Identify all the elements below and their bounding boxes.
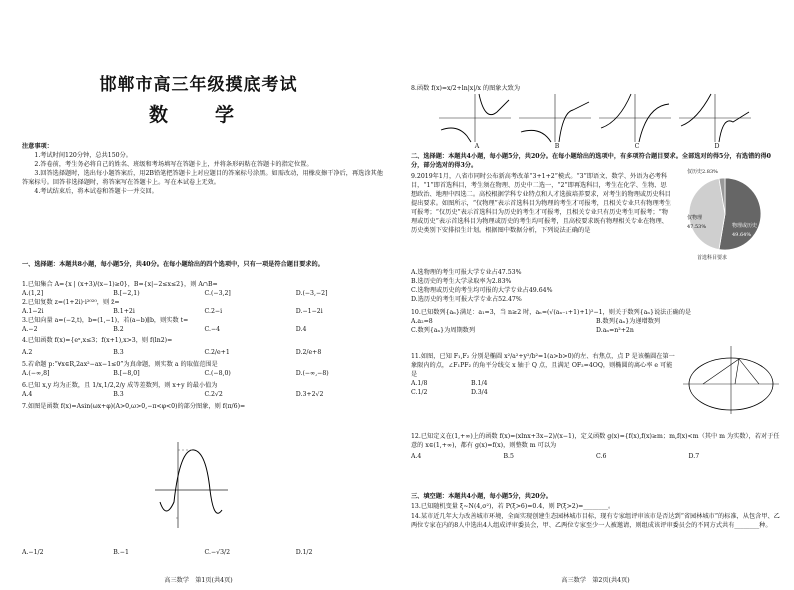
right-page [397, 0, 794, 590]
pie-caption: 首选科目要求 [697, 255, 728, 261]
q10 [411, 308, 781, 335]
q3-stem: 3.已知向量 a=(−2,t)，b=(1,−1)，若(a−b)∥b，则实数 t= [22, 317, 189, 324]
q6-stem: 6.已知 x,y 均为正数，且 1/x,1/2,2/y 成等差数列，则 x+y 的最小值为 [22, 382, 218, 389]
q9-option-a: A.选物理的考生可报大学专业占47.53% [411, 269, 522, 276]
q7-option-c: C.−√3/2 [204, 549, 231, 556]
q3-option-d: D.4 [295, 326, 307, 333]
q11-option-a: A.1/8 [411, 380, 428, 387]
q7-stem: 7.如图是函数 f(x)=Asin(ωx+φ)(A>0,ω>0,−π<φ<0)的部分图象，则 f(π/6)= [22, 403, 246, 410]
q12-option-c: C.6 [596, 453, 607, 460]
q8-stem: 8.函数 f(x)=x/2+ln|x|/x 的图象大致为 [411, 85, 521, 92]
q7-option-a: A.−1/2 [22, 549, 44, 556]
q10-option-a: A.a₂=8 [411, 318, 433, 325]
notes-heading: 注意事项： [22, 143, 53, 150]
q12-option-d: D.7 [688, 453, 700, 460]
subject-title: 数 学 [148, 104, 248, 126]
q4-option-a: A.2 [22, 349, 33, 356]
q3-option-a: A.−2 [22, 326, 38, 333]
q2-option-a: A.1−2i [22, 308, 44, 315]
q8-label-b: B [554, 143, 560, 150]
left-footer: 高三数学 第1页(共4页) [164, 577, 233, 584]
q8-graph-b [519, 94, 591, 142]
q7-options [22, 548, 387, 557]
pie-label-physics-only: 仅物理 47.53% [687, 215, 707, 230]
q10-option-c: C.数列{aₙ}为周期数列 [411, 327, 476, 334]
q11-option-c: C.1/2 [411, 389, 428, 396]
q10-option-d: D.aₙ=n²+2n [596, 327, 634, 334]
q5-options [22, 369, 387, 378]
right-footer: 高三数学 第2页(共4页) [561, 577, 630, 584]
note-1: 1.考试时间120分钟，总共150分。 [34, 152, 132, 159]
q11 [411, 352, 676, 397]
q9-options [411, 268, 671, 304]
pie-label-history-only: 仅历史2.83% [687, 169, 718, 175]
q13: 13.已知随机变量 ξ~N(4,σ²)，若 P(ξ>6)=0.4，则 P(ξ>2)=________。 [411, 503, 615, 510]
pie-label-physics-or-history: 物理或历史 49.64% [732, 223, 758, 238]
q10-option-b: B.数列{aₙ}为递增数列 [596, 318, 661, 325]
questions-1-7 [22, 280, 387, 411]
q8-graph-a [439, 94, 511, 142]
q11-option-d: D.3/4 [471, 389, 488, 396]
q4-option-d: D.2/e+8 [295, 349, 322, 356]
q6-option-c: C.2√2 [204, 391, 223, 398]
q1-option-d: D.(−3,−2] [295, 290, 328, 297]
q9-option-b: B.选历史的考生大学录取率为2.83% [411, 278, 512, 285]
q4-options [22, 348, 387, 357]
q6-option-d: D.3+2√2 [295, 391, 324, 398]
q5-option-b: B.[−8,0] [113, 370, 140, 377]
q8-label-c: C [634, 143, 640, 150]
q5-option-a: A.(−∞,8] [22, 370, 50, 377]
q14: 14.某市近几年大力改善城市环境，全面实现创建生态园林城市目标，现有专家组评审该市是否达到“省园林城市”的标准，从包含甲、乙两位专家在内的8人中选出4人组成评审委员会，甲、乙两位专家至少一人被邀请，则组成该评审委员会的不同方式共有________种。 [411, 513, 780, 529]
q10-stem: 10.已知数列{aₙ}满足：a₁=3，当 n≥2 时，aₙ=(√(aₙ₋₁+1)+1)²−1，则关于数列{aₙ}说法正确的是 [411, 309, 692, 316]
q2-option-d: D.−1−2i [295, 308, 323, 315]
section-1-heading: 一、选择题：本题共8小题，每小题5分，共40分。在每小题给出的四个选项中，只有一项是符合题目要求的。 [22, 261, 324, 268]
q12-stem: 12.已知定义在(1,+∞)上的函数 f(x)=(xlnx+3x−2)/(x−1)，定义函数 g(x)={f(x),f(x)≥m；m,f(x)<m（其中 m 为实数），若对于任意的 x∈(1,+∞)，都有 g(x)=f(x)，则整数 m 可以为 [411, 433, 780, 449]
section-3-heading: 三、填空题：本题共4小题，每小题5分，共20分。 [411, 493, 552, 500]
section-2-heading: 二、选择题：本题共4小题，每小题5分，共20分。在每小题给出的选项中，有多项符合题目要求。全部选对的得5分，有选错的得0分，部分选对的得3分。 [411, 153, 771, 169]
q4-option-b: B.3 [113, 349, 124, 356]
q8-label-d: D [714, 143, 720, 150]
q2-option-b: B.1+2i [113, 308, 135, 315]
q8-labels [437, 142, 757, 151]
q4-option-c: C.2/e+1 [204, 349, 230, 356]
q7-option-b: B.−1 [113, 549, 129, 556]
q11-ellipse-diagram [681, 344, 781, 416]
q12-option-b: B.5 [503, 453, 514, 460]
q6-option-a: A.4 [22, 391, 33, 398]
q9-option-d: D.选历史的考生可报大学专业占52.47% [411, 296, 522, 303]
q5-option-c: C.(−8,0) [204, 370, 231, 377]
notes-section [22, 142, 387, 196]
q2-options [22, 307, 387, 316]
q1-options [22, 289, 387, 298]
q1-stem: 1.已知集合 A={x | (x+3)/(x−1)≥0}，B={x|−2≤x≤2}，则 A∩B= [22, 281, 218, 288]
q11-option-b: B.1/4 [471, 380, 488, 387]
q12-option-a: A.4 [411, 453, 422, 460]
q9-stem: 9.2019年1月，八省市同时公布新高考改革“3+1+2”模式。“3”即语文、数学、外语为必考科目，“1”即首选科目，考生须在物理、历史中二选一，“2”即再选科目，考生在化学、生物、思想政治、地理中四选二。高校根据学科专业特点和人才选拔培养要求，对考生的物理或历史科目提出要求。如图所示，“仅物理”表示首选科目为物理的考生才可报考，且相关专业只有物理考生可报考；“仅历史”表示首选科目为历史的考生才可报考，且相关专业只有历史考生可报考；“物理或历史”表示首选科目为物理或历史的考生均可报考，且高校要求既有物理相关专业在物理、历史类别下安排招生计划。根据图中数据分析，下列说法正确的是 [411, 173, 672, 234]
note-3: 3.回答选择题时，选出每小题答案后，用2B铅笔把答题卡上对应题目的答案标号涂黑。如需改动，用橡皮擦干净后，再选涂其他答案标号。回答非选择题时，将答案写在答题卡上。写在本试卷上无效。 [22, 170, 383, 186]
q3-options [22, 325, 387, 334]
q9-option-c: C.选物理或历史的考生均可报的大学专业占49.64% [411, 287, 553, 294]
q5-stem: 5.若命题 p:“∀x∈R,2ax²−ax−1≤0”为真命题，则实数 a 的取值范围是 [22, 361, 218, 368]
exam-title: 邯郸市高三年级摸底考试 [99, 75, 298, 95]
q8-graph-c [599, 94, 671, 142]
q3-option-b: B.2 [113, 326, 124, 333]
q6-option-b: B.3 [113, 391, 124, 398]
q7-sine-graph [150, 440, 230, 530]
q1-option-c: C.(−3,2] [204, 290, 231, 297]
q11-stem: 11.如图，已知 F₁,F₂ 分别是椭圆 x²/a²+y²/b²=1(a>b>0)的左、右焦点，点 P 是该椭圆在第一象限内的点，∠F₁PF₂ 的角平分线交 x 轴于 Q 点，且满足 OF₂=4OQ，则椭圆的离心率 e 可能是 [411, 353, 675, 378]
q1-option-b: B.[−2,1) [113, 290, 140, 297]
q3-option-c: C.−4 [204, 326, 221, 333]
q2-stem: 2.已知复数 z=(1+2i)·i²⁰²⁰，则 z̄= [22, 299, 120, 306]
q8-graphs [437, 92, 757, 144]
q8-label-a: A [474, 143, 480, 150]
q6-options [22, 390, 387, 399]
note-4: 4.考试结束后，将本试卷和答题卡一并交回。 [34, 188, 158, 195]
q7-curve [160, 450, 222, 513]
q2-option-c: C.2−i [204, 308, 223, 315]
q7-option-d: D.1/2 [295, 549, 313, 556]
q1-option-a: A.(1,2] [22, 290, 44, 297]
q4-stem: 4.已知函数 f(x)={eˣ,x≤3；f(x+1),x>3，则 f(ln2)= [22, 337, 173, 344]
note-2: 2.答卷前，考生务必将自己的姓名、班级和考场填写在答题卡上，并将条形码粘在答题卡的指定位置。 [34, 161, 313, 168]
q8-graph-d [679, 94, 751, 142]
q12 [411, 432, 781, 461]
q5-option-d: D.(−∞,−8) [295, 370, 329, 377]
